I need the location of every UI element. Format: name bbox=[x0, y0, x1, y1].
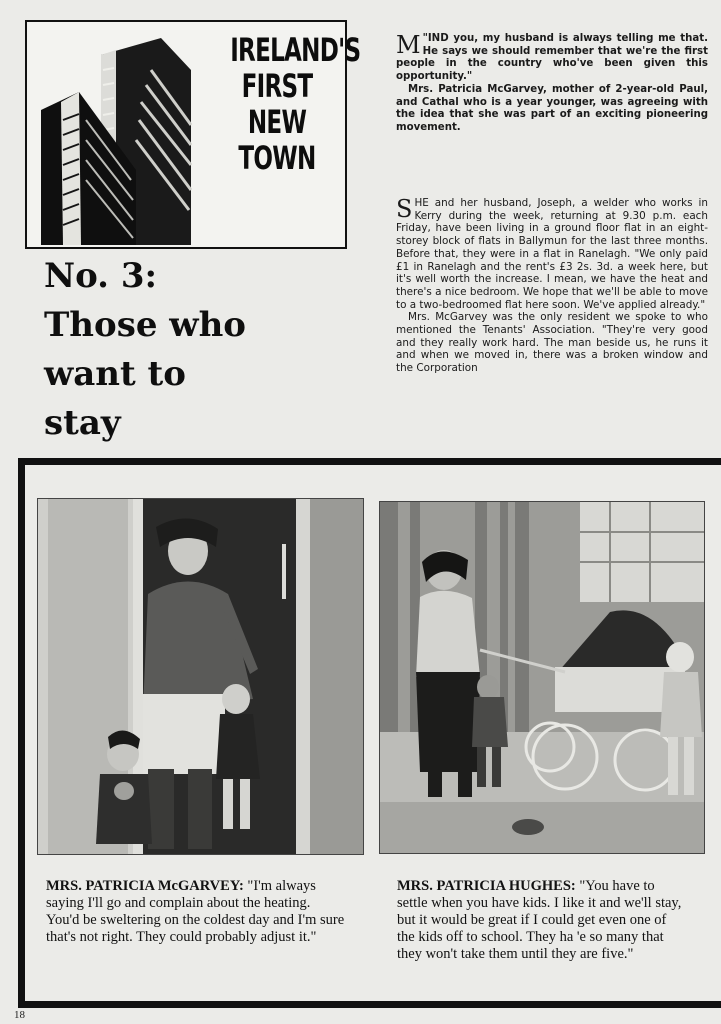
caption-quote: "You have to settle when you have kids. I like it and we'll stay, but it would be great if I could get even one of the kids off to school. They ha 'e so many that they won't take them until they are five." bbox=[397, 878, 682, 962]
intro-paragraph-1-text: IND you, my husband is always telling me that. He says we should remember that we're the first people in the country who've been given this opportunity." bbox=[396, 33, 708, 83]
headline-line: want to bbox=[44, 354, 186, 394]
headline-line: No. 3: bbox=[44, 256, 158, 296]
caption-hughes bbox=[397, 878, 687, 963]
caption-mcgarvey bbox=[46, 878, 346, 946]
photo-mcgarvey-image-icon bbox=[38, 499, 363, 854]
intro-paragraph-1 bbox=[396, 33, 708, 84]
open-quote: " bbox=[422, 33, 428, 44]
caption-quote: "I'm always saying I'll go and complain about the heating. You'd be sweltering on the coldest day and I'm sure that's not right. They could probably adjust it." bbox=[46, 878, 345, 945]
series-title-line: IRELAND'S bbox=[230, 31, 361, 69]
series-title bbox=[230, 31, 361, 177]
series-title-box bbox=[25, 20, 361, 249]
series-title-line: NEW bbox=[247, 103, 307, 141]
photo-hughes-image-icon bbox=[380, 502, 704, 853]
photo-hughes-family bbox=[379, 501, 705, 854]
series-title-line: TOWN bbox=[238, 139, 316, 177]
series-title-line: FIRST bbox=[241, 67, 313, 105]
body-paragraphs bbox=[396, 197, 708, 375]
caption-speaker-name: MRS. PATRICIA HUGHES: bbox=[397, 878, 576, 894]
body-paragraph-2: Mrs. McGarvey was the only resident we spoke to who mentioned the Tenants' Association. "They're very good and they really work hard. The man beside us, he runs it and when we moved in, there was a broken window and the Corporation bbox=[396, 311, 708, 375]
drop-cap: S bbox=[396, 195, 413, 223]
article-headline bbox=[44, 252, 344, 448]
caption-speaker-name: MRS. PATRICIA McGARVEY: bbox=[46, 878, 244, 894]
tower-block-illustration-icon bbox=[41, 30, 211, 245]
headline-line: stay bbox=[44, 403, 121, 443]
intro-paragraphs bbox=[396, 33, 708, 135]
body-paragraph-1-text: HE and her husband, Joseph, a welder who works in Kerry during the week, returning at 9.30 p.m. each Friday, have been living in a ground floor flat in an eight-storey block of flats in Ballymun for the last three months. Before that, they were in a flat in Ranelagh. "We only paid £1 in Ranelagh and the rent's £3 2s. 3d. a week here, but it's well worth the increase. I mean, we have the heat and there's a nice bedroom. We hope that we'll be able to move to a two-bedroomed flat here soon. We've applied already." bbox=[396, 197, 708, 311]
headline-line: Those who bbox=[44, 305, 246, 345]
drop-cap: M bbox=[396, 31, 421, 59]
page-number: 18 bbox=[14, 1009, 25, 1021]
photo-mcgarvey-family bbox=[37, 498, 364, 855]
body-paragraph-1 bbox=[396, 197, 708, 311]
intro-paragraph-2: Mrs. Patricia McGarvey, mother of 2-year-old Paul, and Cathal who is a year younger, was agreeing with the idea that she was part of an exciting pioneering movement. bbox=[396, 83, 708, 133]
